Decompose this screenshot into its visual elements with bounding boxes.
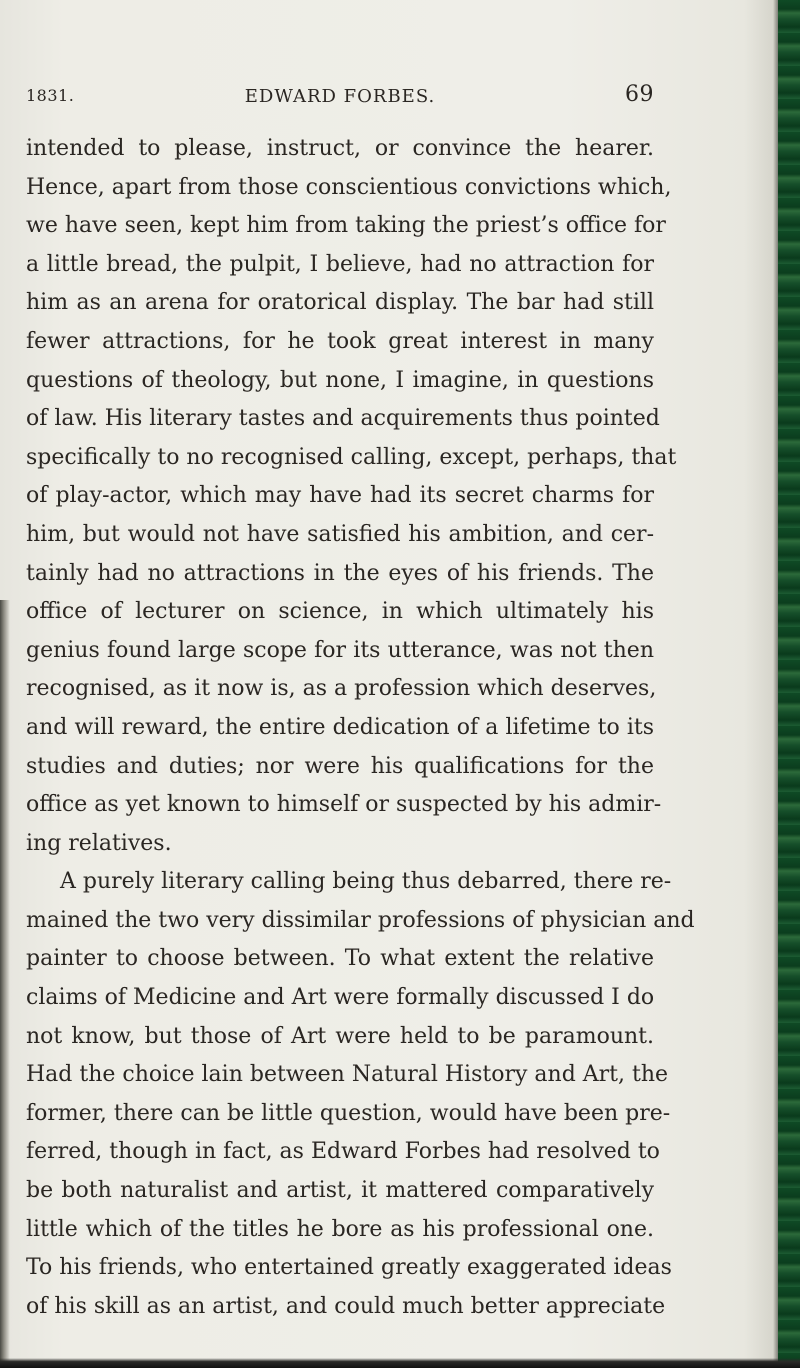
running-header xyxy=(26,82,654,114)
text-line: mained the two very dissimilar professions of physician and xyxy=(26,907,695,933)
page-shadow-bottom xyxy=(0,1358,800,1368)
text-line: former, there can be little question, would have been pre- xyxy=(26,1100,671,1126)
text-line: we have seen, kept him from taking the priest’s office for xyxy=(26,213,666,239)
text-line: To his friends, who entertained greatly exaggerated ideas xyxy=(26,1255,672,1281)
text-line: specifically to no recognised calling, except, perhaps, that xyxy=(26,444,677,470)
text-line: claims of Medicine and Art were formally discussed I do xyxy=(26,985,655,1011)
text-line: tainly had no attractions in the eyes of his friends. The xyxy=(26,560,654,586)
paragraph-end-line: ing relatives. xyxy=(26,830,172,856)
text-line: questions of theology, but none, I imagine, in questions xyxy=(26,367,654,393)
text-line: office of lecturer on science, in which ultimately his xyxy=(26,599,654,625)
text-line: studies and duties; nor were his qualifications for the xyxy=(26,753,654,779)
text-line: intended to please, instruct, or convince the hearer. xyxy=(26,136,654,161)
text-line: not know, but those of Art were held to be paramount. xyxy=(26,1023,654,1049)
text-line: Had the choice lain between Natural History and Art, the xyxy=(26,1062,669,1088)
text-line: Hence, apart from those conscientious convictions which, xyxy=(26,174,672,200)
text-line: office as yet known to himself or suspected by his admir- xyxy=(26,792,662,818)
body-text xyxy=(26,130,695,1326)
text-line: of his skill as an artist, and could much better appreciate xyxy=(26,1293,666,1319)
text-line: of play-actor, which may have had its secret charms for xyxy=(26,483,654,509)
text-line: genius found large scope for its utterance, was not then xyxy=(26,637,654,663)
text-line: be both naturalist and artist, it mattered comparatively xyxy=(26,1178,654,1204)
text-line: ferred, though in fact, as Edward Forbes had resolved to xyxy=(26,1139,660,1165)
text-line: of law. His literary tastes and acquirements thus pointed xyxy=(26,406,660,432)
text-line: painter to choose between. To what extent the relative xyxy=(26,946,654,972)
text-line: him, but would not have satisfied his ambition, and cer- xyxy=(26,521,654,547)
text-line: recognised, as it now is, as a profession which deserves, xyxy=(26,676,657,702)
header-year: 1831. xyxy=(26,86,75,105)
text-line: a little bread, the pulpit, I believe, had no attraction for xyxy=(26,251,654,277)
text-line: little which of the titles he bore as his professional one. xyxy=(26,1216,654,1242)
page-shadow-left xyxy=(0,600,10,1368)
text-line: him as an arena for oratorical display. The bar had still xyxy=(26,290,654,316)
book-cover-edge xyxy=(778,0,800,1368)
running-title: EDWARD FORBES. xyxy=(244,86,436,107)
text-line: and will reward, the entire dedication of a lifetime to its xyxy=(26,714,654,740)
page-number: 69 xyxy=(625,82,654,107)
text-line: fewer attractions, for he took great interest in many xyxy=(26,328,654,354)
paragraph-start-line: A purely literary calling being thus debarred, there re- xyxy=(60,869,672,895)
